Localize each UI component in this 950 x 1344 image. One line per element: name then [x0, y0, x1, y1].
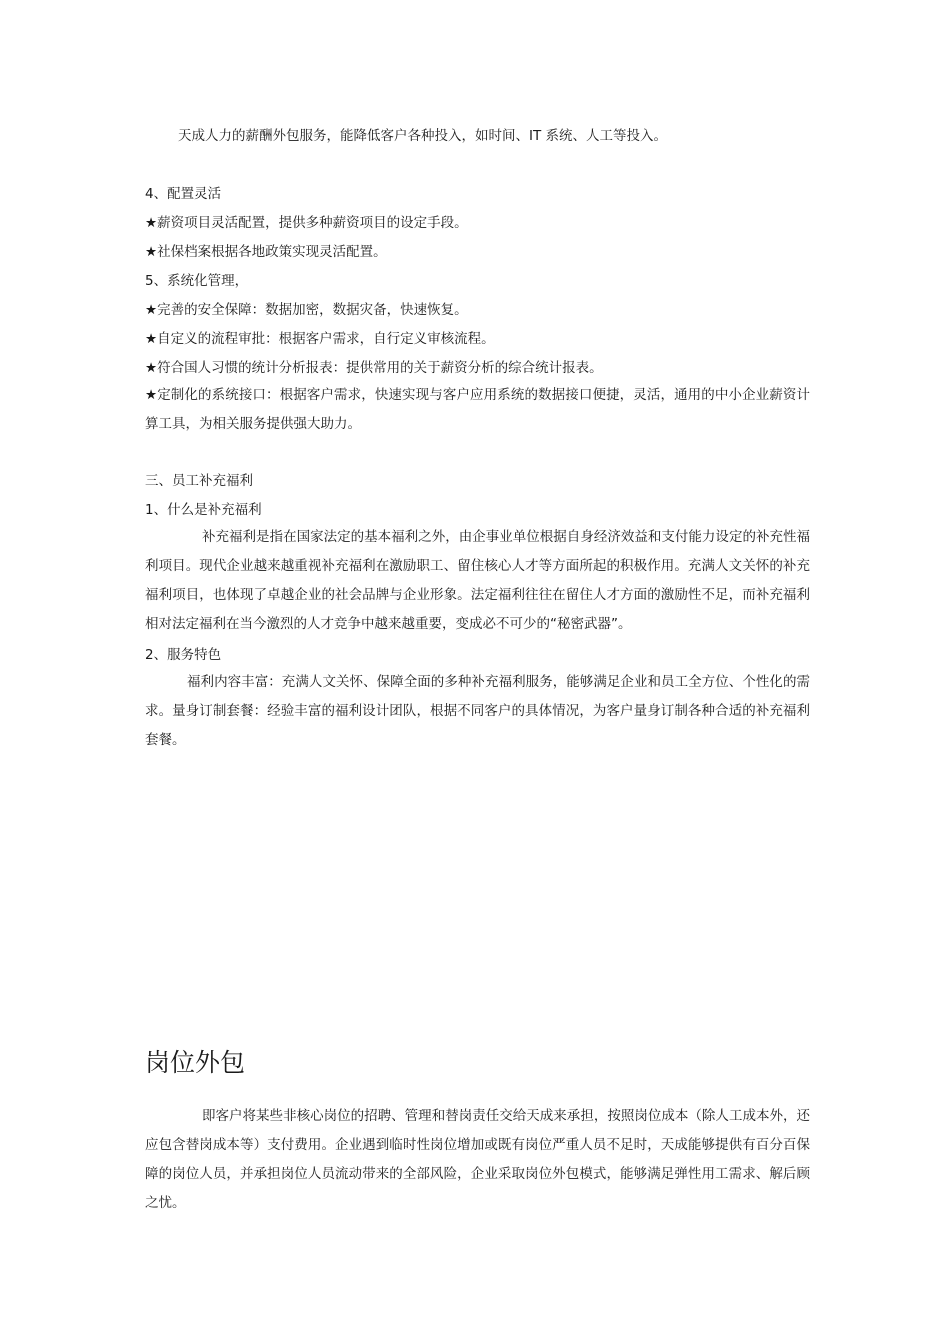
post-outsourcing-body: 即客户将某些非核心岗位的招聘、管理和替岗责任交给天成来承担，按照岗位成本（除人工成本外，还应包含替岗成本等）支付费用。企业遇到临时性岗位增加或既有岗位严重人员不足时，天成能够提供有百分百保障的岗位人员，并承担岗位人员流动带来的全部风险，企业采取岗位外包模式，能够满足弹性用工需求、解后顾之忧。 — [145, 1108, 810, 1211]
section-4-title: 4、配置灵活 — [145, 186, 222, 202]
section-5-item: ★定制化的系统接口：根据客户需求，快速实现与客户应用系统的数据接口便捷，灵活，通用的中小企业薪资计算工具，为相关服务提供强大助力。 — [145, 387, 810, 432]
section-4-item: ★薪资项目灵活配置，提供多种薪资项目的设定手段。 — [145, 215, 468, 231]
section-5-item: ★符合国人习惯的统计分析报表：提供常用的关于薪资分析的综合统计报表。 — [145, 360, 603, 376]
section-5-item: ★自定义的流程审批：根据客户需求，自行定义审核流程。 — [145, 331, 495, 347]
section-three-title: 三、员工补充福利 — [145, 473, 253, 489]
section-4-item: ★社保档案根据各地政策实现灵活配置。 — [145, 244, 387, 260]
intro-paragraph: 天成人力的薪酬外包服务，能降低客户各种投入，如时间、IT 系统、人工等投入。 — [178, 128, 668, 144]
section-three-sub1-title: 1、什么是补充福利 — [145, 502, 262, 518]
section-three-sub1-body: 补充福利是指在国家法定的基本福利之外，由企事业单位根据自身经济效益和支付能力设定的补充性福利项目。现代企业越来越重视补充福利在激励职工、留住核心人才等方面所起的积极作用。充满人文关怀的补充福利项目，也体现了卓越企业的社会品牌与企业形象。法定福利往往在留住人才方面的激励性不足，而补充福利相对法定福利在当今激烈的人才竞争中越来越重要，变成必不可少的“秘密武器”。 — [145, 529, 810, 632]
section-5-item: ★完善的安全保障：数据加密，数据灾备，快速恢复。 — [145, 302, 468, 318]
post-outsourcing-heading: 岗位外包 — [145, 1048, 246, 1077]
section-5-title: 5、系统化管理， — [145, 273, 249, 289]
section-three-sub2-title: 2、服务特色 — [145, 647, 222, 663]
section-three-sub2-body: 福利内容丰富：充满人文关怀、保障全面的多种补充福利服务，能够满足企业和员工全方位、个性化的需求。量身订制套餐：经验丰富的福利设计团队，根据不同客户的具体情况，为客户量身订制各种合适的补充福利套餐。 — [145, 674, 810, 748]
